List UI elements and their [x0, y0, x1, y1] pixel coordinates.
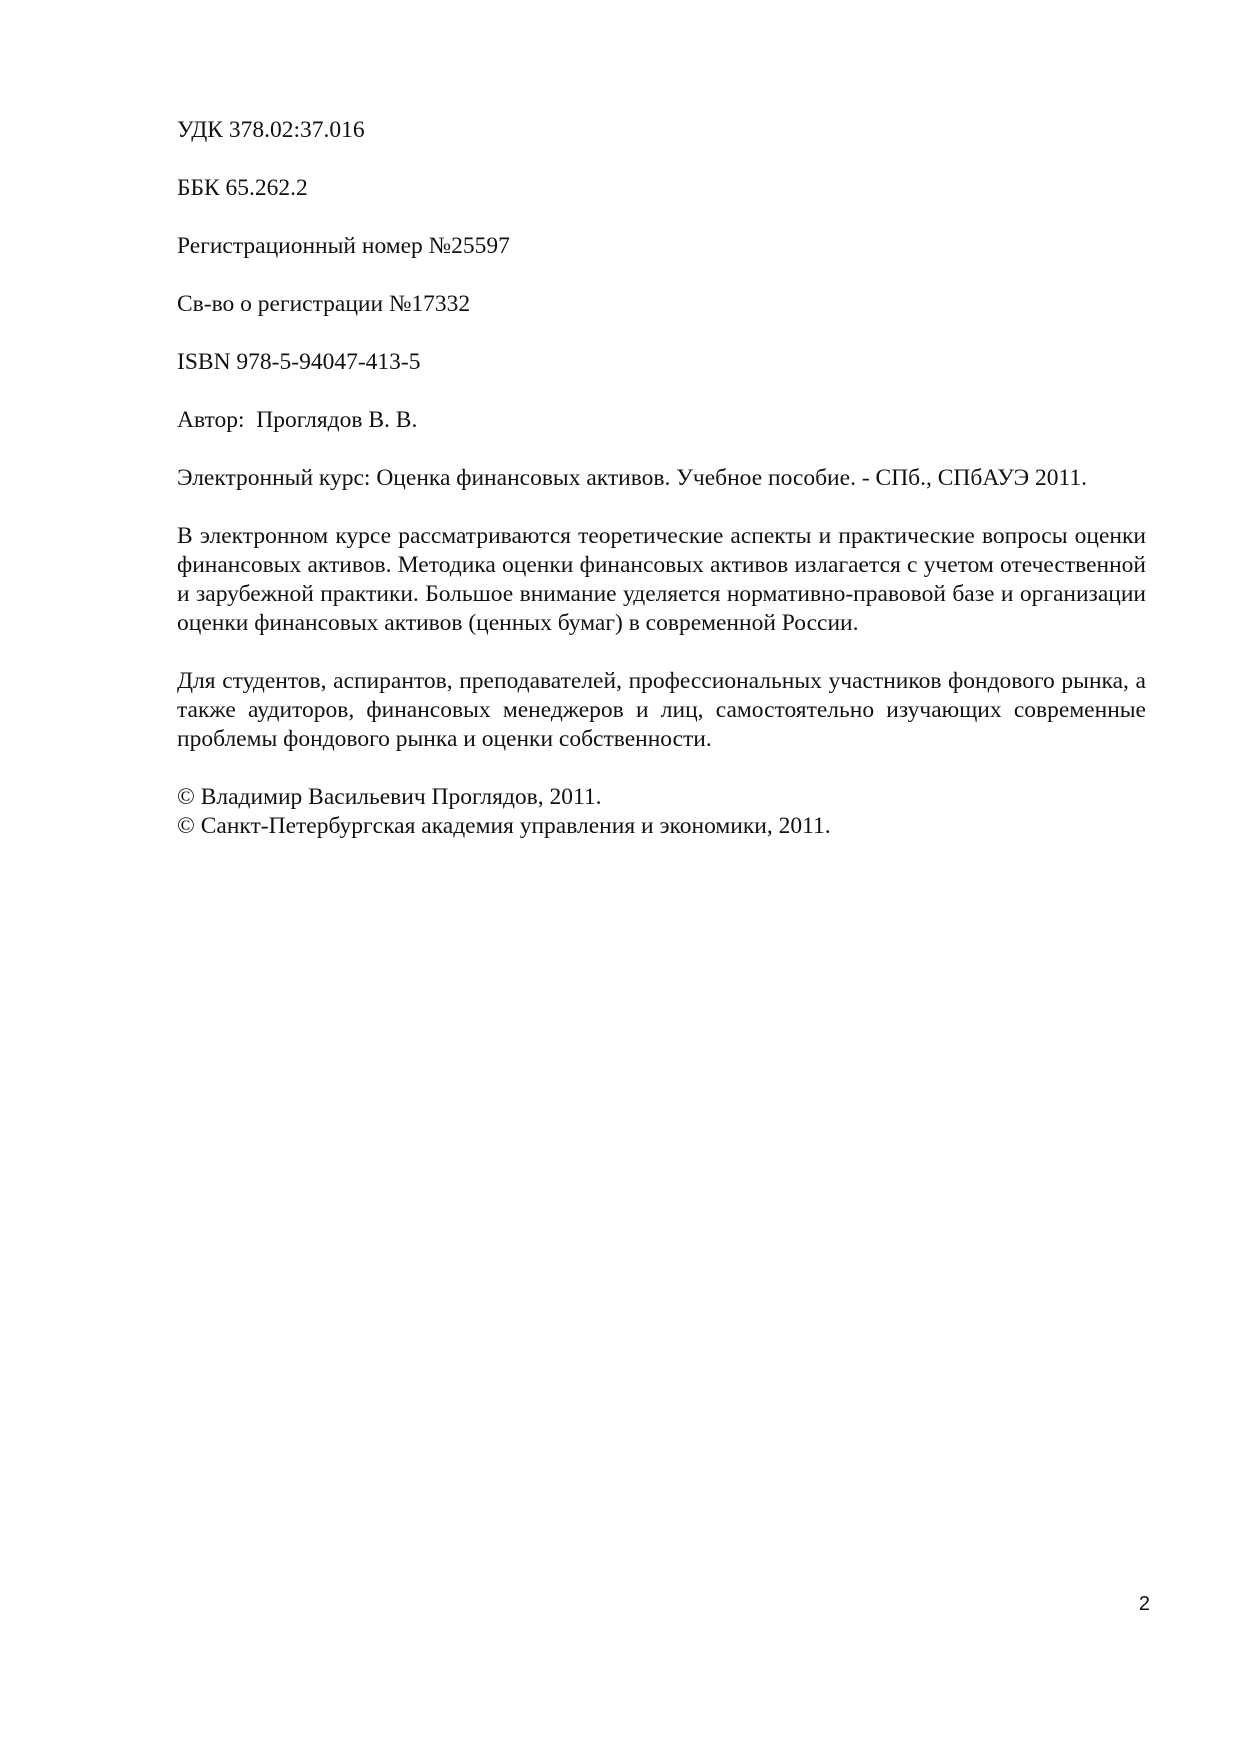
udk-line: УДК 378.02:37.016 — [177, 117, 365, 143]
citation-line: Электронный курс: Оценка финансовых активов. Учебное пособие. - СПб., СПбАУЭ 2011. — [177, 465, 1087, 491]
page-content — [177, 116, 1146, 841]
registration-certificate-line: Св-во о регистрации №17332 — [177, 291, 471, 317]
author-line: Автор: Проглядов В. В. — [177, 407, 418, 433]
registration-number-line: Регистрационный номер №25597 — [177, 233, 510, 259]
page-number: 2 — [1138, 1593, 1150, 1615]
audience-paragraph: Для студентов, аспирантов, преподавателей, профессиональных участников фондового рынка, а также аудиторов, финансовых менеджеров и лиц, самостоятельно изучающих современные проблемы фондового рынка и оценки собственности. — [177, 668, 1146, 752]
annotation-paragraph: В электронном курсе рассматриваются теоретические аспекты и практические вопросы оценки финансовых активов. Методика оценки финансовых активов излагается с учетом отечественной и зарубежной практики. Большое внимание уделяется нормативно-правовой базе и организации оценки финансовых активов (ценных бумаг) в современной России. — [177, 523, 1146, 636]
copyright-publisher: © Санкт-Петербургская академия управления и экономики, 2011. — [177, 813, 831, 839]
bbk-line: ББК 65.262.2 — [177, 175, 308, 201]
isbn-line: ISBN 978-5-94047-413-5 — [177, 349, 421, 375]
copyright-author: © Владимир Васильевич Проглядов, 2011. — [177, 784, 602, 810]
